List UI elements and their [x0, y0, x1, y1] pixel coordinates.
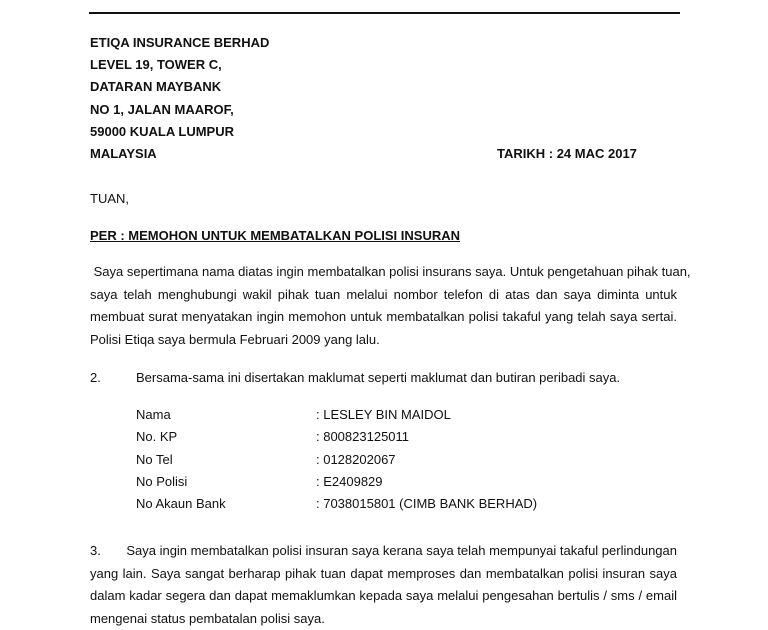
- detail-label-name: Nama: [136, 407, 171, 422]
- address-line-1: ETIQA INSURANCE BERHAD: [90, 35, 270, 50]
- letter-date: TARIKH : 24 MAC 2017: [497, 146, 637, 161]
- address-line-2: LEVEL 19, TOWER C,: [90, 57, 222, 72]
- paragraph-3-line: yang lain. Saya sangat berharap pihak tuan dapat memproses dan membatalkan polisi insuran saya: [90, 565, 677, 581]
- paragraph-3-first-line: [90, 540, 677, 563]
- address-line-3: DATARAN MAYBANK: [90, 79, 222, 94]
- detail-value-bank: : 7038015801 (CIMB BANK BERHAD): [316, 496, 538, 511]
- detail-label-bank: No Akaun Bank: [136, 496, 226, 511]
- paragraph-1-line: Polisi Etiqa saya bermula Februari 2009 yang lalu.: [90, 331, 380, 347]
- address-line-4: NO 1, JALAN MAAROF,: [90, 102, 234, 117]
- detail-label-policy: No Polisi: [136, 474, 188, 489]
- paragraph-3-line: mengenai status pembatalan polisi saya.: [90, 610, 325, 626]
- address-line-5: 59000 KUALA LUMPUR: [90, 124, 234, 139]
- address-line-6: MALAYSIA: [90, 146, 157, 161]
- detail-value-name: : LESLEY BIN MAIDOL: [316, 407, 451, 422]
- subject-line: PER : MEMOHON UNTUK MEMBATALKAN POLISI INSURAN: [90, 228, 461, 243]
- paragraph-2-number: 2.: [90, 370, 101, 385]
- paragraph-1: [90, 261, 691, 351]
- detail-value-ic: : 800823125011: [316, 429, 410, 444]
- paragraph-3-line: Saya ingin membatalkan polisi insuran saya kerana saya telah mempunyai takaful perlindungan: [126, 543, 677, 558]
- detail-label-tel: No Tel: [136, 452, 173, 467]
- top-rule: [89, 12, 680, 14]
- detail-value-policy: : E2409829: [316, 474, 383, 489]
- paragraph-1-line: Saya sepertimana nama diatas ingin membatalkan polisi insurans saya. Untuk pengetahuan pihak tuan,: [90, 264, 691, 279]
- paragraph-3: [90, 540, 677, 630]
- salutation: TUAN,: [90, 191, 129, 206]
- paragraph-3-number: 3.: [90, 543, 101, 558]
- paragraph-3-line: dalam kadar segera dan dapat memaklumkan kepada saya melalui pengesahan bertulis / sms / email: [90, 588, 677, 603]
- paragraph-2-text: Bersama-sama ini disertakan maklumat seperti maklumat dan butiran peribadi saya.: [136, 370, 621, 385]
- paragraph-1-line: saya telah menghubungi wakil pihak tuan melalui nombor telefon di atas dan saya diminta untuk: [90, 286, 677, 302]
- detail-value-tel: : 0128202067: [316, 452, 396, 467]
- paragraph-1-line: membuat surat menyatakan ingin memohon untuk membatalkan polisi takaful yang telah saya sertai.: [90, 309, 677, 324]
- detail-label-ic: No. KP: [136, 429, 178, 444]
